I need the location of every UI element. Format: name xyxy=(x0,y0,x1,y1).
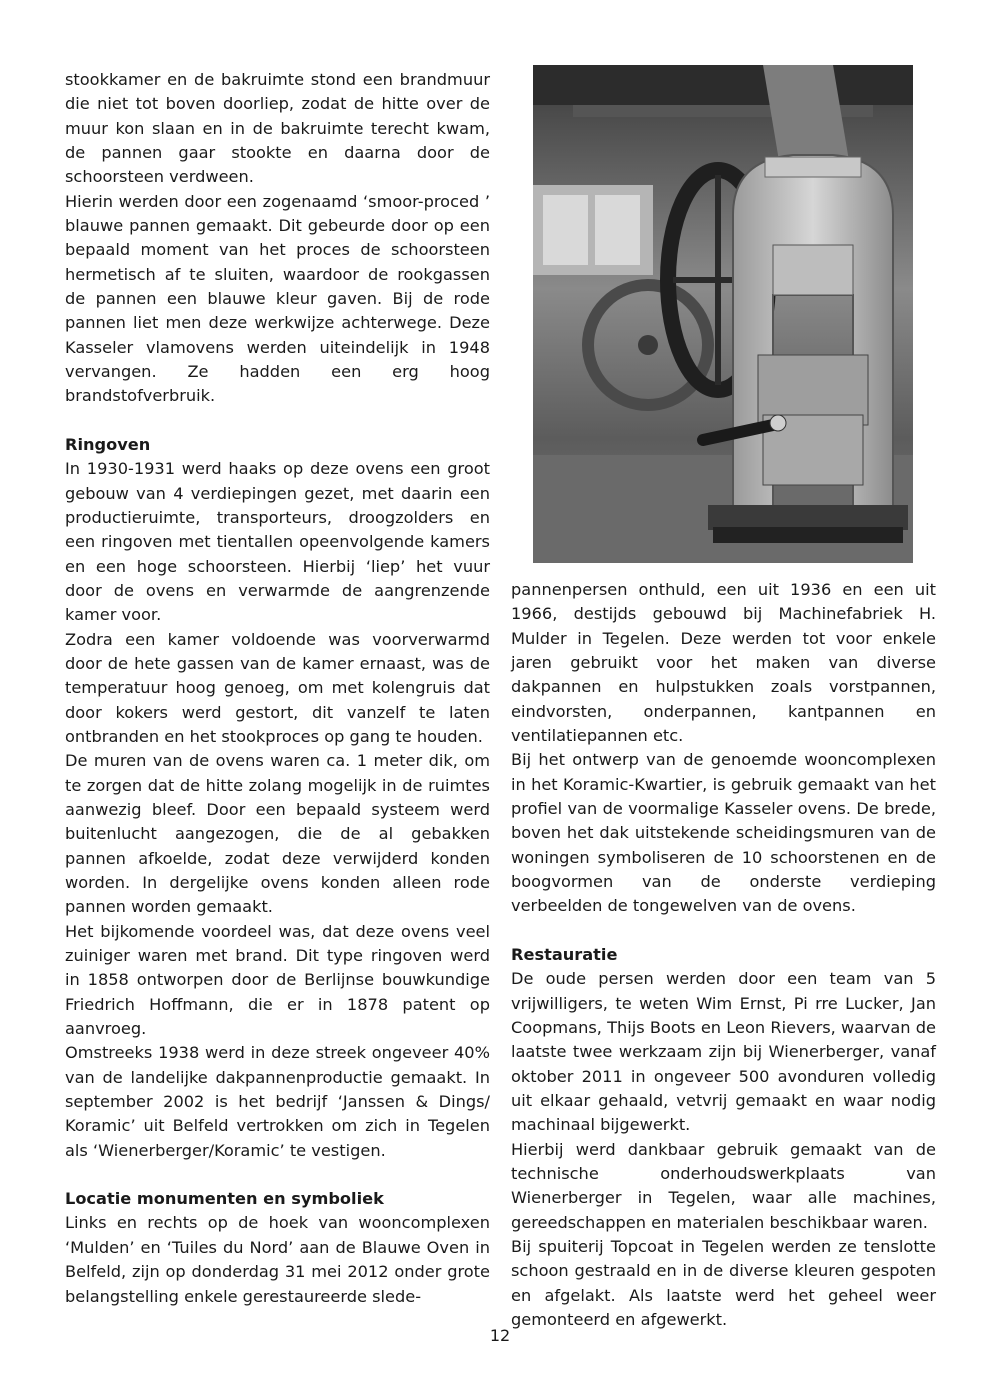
section-heading-ringoven: Ringoven xyxy=(65,434,151,454)
paragraph: In 1930-1931 werd haaks op deze ovens een groot gebouw van 4 verdiepingen gezet, met daarin een productieruimte, transporteurs, droogzolders en een ringoven met tientallen opeenvolgende kamers en een hoge schoorsteen. Hierbij ‘liep’ het vuur door de ovens en verwarmde de aangrenzende kamer voor. xyxy=(65,459,490,625)
paragraph: Zodra een kamer voldoende was voorverwarmd door de hete gassen van de kamer ernaast, was de temperatuur hoog genoeg, om met kolengruis dat door kokers werd gestort, dit vanzelf te laten ontbranden en het stookproces op gang te houden. xyxy=(65,629,490,746)
paragraph: Links en rechts op de hoek van wooncomplexen ‘Mulden’ en ‘Tuiles du Nord’ aan de Blauwe Oven in Belfeld, zijn op donderdag 31 mei 2012 onder grote belangstelling enkele gerestaureerde slede- xyxy=(65,1213,490,1306)
paragraph: pannenpersen onthuld, een uit 1936 en een uit 1966, destijds gebouwd bij Machinefabriek H. Mulder in Tegelen. Deze werden tot voor enkele jaren gebruikt voor het maken van diverse dakpannen en hulpstukken zoals vorstpannen, eindvorsten, onderpannen, kantpannen en ventilatiepannen etc. xyxy=(511,580,936,746)
paragraph: Bij spuiterij Topcoat in Tegelen werden ze tenslotte schoon gestraald en in de diverse kleuren gespoten en afgelakt. Als laatste werd het geheel weer gemonteerd en afgewerkt. xyxy=(511,1236,936,1329)
paragraph: De muren van de ovens waren ca. 1 meter dik, om te zorgen dat de hitte zolang mogelijk in de ruimtes aanwezig bleef. Door een bepaald systeem werd buitenlucht aangezogen, die de al gebakken pannen afkoelde, zodat deze verwijderd konden worden. In dergelijke ovens konden alleen rode pannen worden gemaakt. xyxy=(65,751,490,917)
paragraph: Bij het ontwerp van de genoemde wooncomplexen in het Koramic-Kwartier, is gebruik gemaakt van het profiel van de voormalige Kasseler ovens. De brede, boven het dak uitstekende scheidingsmuren van de woningen symboliseren de 10 schoorstenen en de boogvormen van de onderste verdieping verbeelden de tongewelven van de ovens. xyxy=(511,750,936,916)
section-heading-locatie: Locatie monumenten en symboliek xyxy=(65,1189,384,1209)
paragraph: Hierbij werd dankbaar gebruik gemaakt van de technische onderhoudswerkplaats van Wienerberger in Tegelen, waar alle machines, gereedschappen en materialen beschikbaar waren. xyxy=(511,1139,936,1232)
paragraph: Omstreeks 1938 werd in deze streek ongeveer 40% van de landelijke dakpannenproductie gemaakt. In september 2002 is het bedrijf ‘Janssen & Dings/ Koramic’ uit Belfeld vertrokken om zich in Tegelen als ‘Wienerberger/Koramic’ te vestigen. xyxy=(65,1043,490,1160)
paragraph: Hierin werden door een zogenaamd ‘smoor-proced ’ blauwe pannen gemaakt. Dit gebeurde door op een bepaald moment van het proces de schoorsteen hermetisch af te sluiten, waardoor de rookgassen de pannen een blauwe kleur gaven. Bij de rode pannen liet men deze werkwijze achterwege. Deze Kasseler vlamovens werden uiteindelijk in 1948 vervangen. Ze hadden een erg hoog brandstofverbruik. xyxy=(65,191,490,406)
page-number: 12 xyxy=(489,1326,511,1345)
paragraph: Het bijkomende voordeel was, dat deze ovens veel zuiniger waren met brand. Dit type ringoven werd in 1858 ontworpen door de Berlijnse bouwkundige Friedrich Hoffmann, die er in 1878 patent op aanvroeg. xyxy=(65,921,490,1039)
paragraph: stookkamer en de bakruimte stond een brandmuur die niet tot boven doorliep, zodat de hitte over de muur kon slaan en in de bakruimte terecht kwam, de pannen gaar stookte en daarna door de schoorsteen verdween. xyxy=(65,70,490,187)
tile-press-illustration xyxy=(533,65,913,563)
right-column xyxy=(511,578,936,1332)
paragraph: De oude persen werden door een team van 5 vrijwilligers, te weten Wim Ernst, Pi rre Lucker, Jan Coopmans, Thijs Boots en Leon Rievers, waarvan de laatste twee werkzaam zijn bij Wienerberger, vanaf oktober 2011 in ongeveer 500 avonduren volledig uit elkaar gehaald, vetvrij gemaakt en waar nodig machinaal bijgewerkt. xyxy=(511,969,936,1135)
section-heading-restauratie: Restauratie xyxy=(511,944,618,964)
tile-press-photo xyxy=(533,65,913,563)
left-column xyxy=(65,68,490,1309)
